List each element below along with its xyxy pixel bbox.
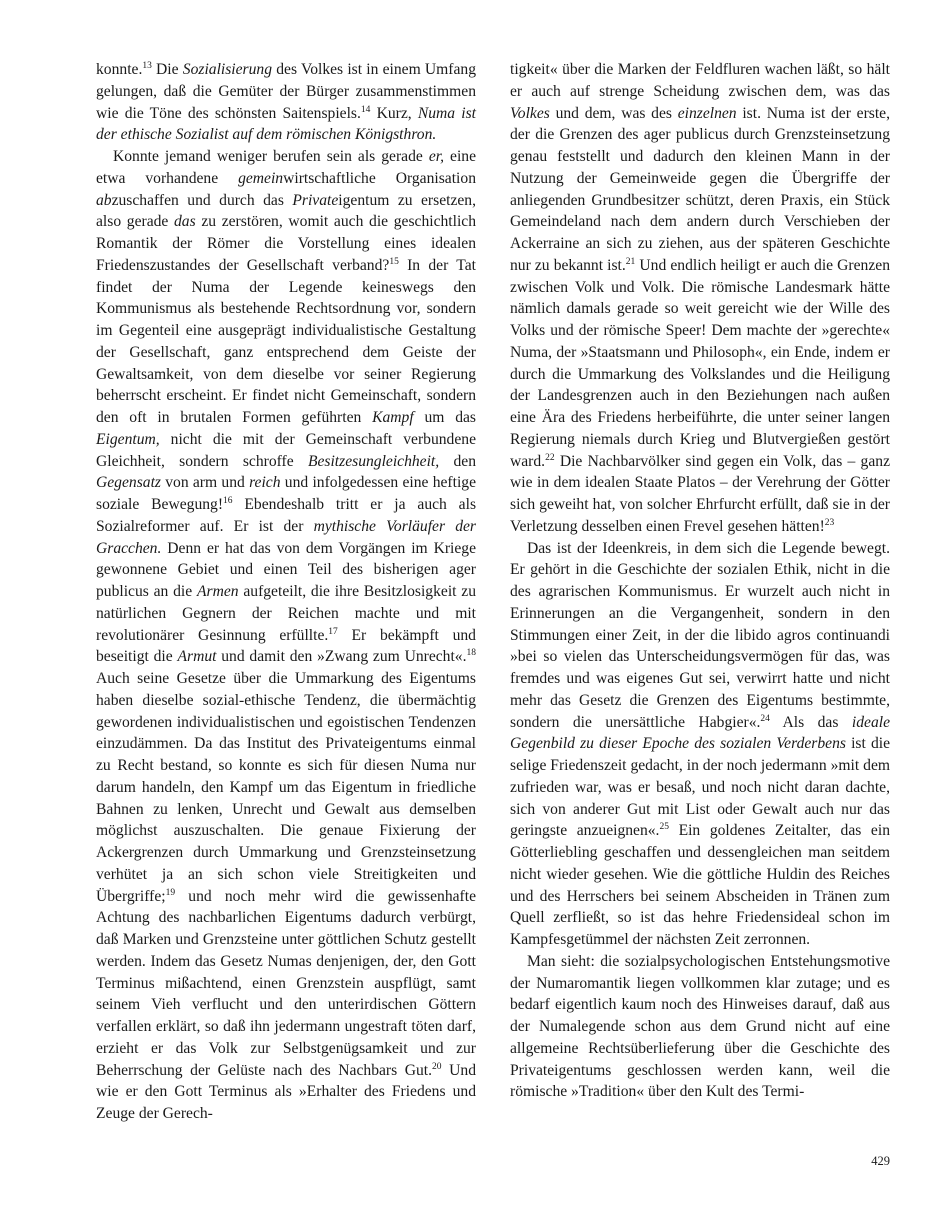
page-number: 429 <box>871 1154 890 1168</box>
body-text: den <box>439 452 476 470</box>
emphasis-text: Numa ist der ethische Sozialist auf dem römischen Königsthron. <box>96 104 477 144</box>
emphasis-text: ab <box>96 191 112 209</box>
footnote-marker: 18 <box>466 648 476 659</box>
footnote-marker: 13 <box>142 61 152 71</box>
right-column-paragraph <box>510 59 890 538</box>
emphasis-text: Armen <box>196 583 239 600</box>
body-text: und dem, was des <box>549 104 678 122</box>
emphasis-text: gemein <box>238 169 284 187</box>
footnote-marker: 25 <box>659 822 669 833</box>
footnote-marker: 14 <box>360 104 371 115</box>
body-text: eine etwa vorhandene <box>96 148 476 187</box>
body-text: zuschaffen und durch das <box>111 191 293 209</box>
body-text: Und endlich heiligt er auch die Grenzen zwischen Volk und Volk. Die römische Landesmark hätte nämlich damals gerade so weit gereicht wie der Wille des Volks und der römische Speer! Dem machte der »gerechte« Numa, der »Staatsmann und Philosoph«, ein Ende, indem er durch die Ummarkung des Volkslandes und die Heiligung der Landesgrenzen auch in den Beziehungen nach außen eine Ära des Friedens herbeiführte, die unter seiner langen Regierung niemals durch Krieg und Blutvergießen gestört ward. <box>510 256 890 470</box>
body-text: ist. Numa ist der erste, der die Grenzen des ager publicus durch Grenzsteinsetzung genau feststellt und dadurch den kleinen Mann in der Nutzung der Gemeinweide gegen die Übergriffe der anliegenden Grundbesitzer schützt, deren Praxis, ein Stück Gemeindeland nach dem andern durch Verschieben der Ackerraine an sich zu ziehen, aus der späteren Geschichte nur zu bekannt ist. <box>510 104 890 274</box>
body-text: Er bekämpft und beseitigt die <box>96 626 476 666</box>
body-text: In der Tat findet der Numa der Legende keineswegs den Kommunismus als bestehende Rechtsordnung vor, sondern im Gegenteil eine ausgeprägt individualistische Gestaltung der Gesellschaft, ganz entsprechend dem Geiste der Gewaltsamkeit, von dem dieselbe vor seiner Regierung beherrscht erscheint. Er findet nicht Gemeinschaft, sondern den oft in brutalen Formen geführten <box>96 256 476 426</box>
body-text: aufgeteilt, die ihre Besitzlosigkeit zu natürlichen Gegnern der Reichen machte und mit revolutionärer Gesinnung erfüllte. <box>96 583 476 644</box>
body-text: Und wie er den Gott Terminus als »Erhalter des Friedens und Zeuge der Gerech- <box>96 1061 476 1122</box>
body-text: und infolgedessen eine heftige soziale Bewegung! <box>96 474 476 513</box>
body-text: und damit den »Zwang zum Unrecht«. <box>216 648 467 666</box>
body-text: von arm und <box>160 474 250 492</box>
body-text: Man sieht: die sozialpsychologischen Entstehungsmotive der Numaromantik liegen vollkommen klar zutage; und es bedarf eigentlich kaum noch des Hinweises darauf, daß aus der Numalegende schon aus dem Grund nicht auf eine allgemeine Rechtsüberlieferung über die Geschichte des Privateigentums geschlossen werden kann, weil die römische »Tradition« über den Kult des Termi- <box>510 952 890 1101</box>
footnote-marker: 23 <box>824 517 835 528</box>
body-text: Auch seine Gesetze über die Ummarkung des Eigentums haben dieselbe sozial-ethische Tendenz, die übermächtig gewordenen individualistischen und egoistischen Tendenzen einzudämmen. Da das Institut des Privateigentums einmal zu Recht bestand, so konnte es sich für diesen Numa nur darum handeln, den Kampf um das Eigentum in friedliche Bahnen zu lenken, Unrecht und Gewalt aus demselben möglichst auszuschalten. Die genaue Fixierung der Ackergrenzen durch Ummarkung und Grenzsteinsetzung verhütet ja an sich schon viele Streitigkeiten und Übergriffe; <box>96 670 476 905</box>
emphasis-text: Sozialisierung <box>182 61 273 78</box>
body-text: des Volkes ist in einem Umfang gelungen, daß die Gemüter der Bürger zusammenstimmen wie die Töne des schönsten Saitenspiels. <box>96 61 477 122</box>
emphasis-text: ideale Gegenbild zu dieser Epoche des sozialen Verderbens <box>510 713 890 753</box>
body-text: Ein goldenes Zeitalter, das ein Götterliebling geschaffen und dessengleichen man seitdem nicht wieder gesehen. Wie die göttliche Huldin des Reiches und des Herrschers bei seinem Abscheiden in Tränen zum Quell zerfließt, so ist das hehre Friedensideal schon im Kampfesgetümmel der nächsten Zeit zerronnen. <box>510 822 890 948</box>
footnote-marker: 15 <box>389 256 399 267</box>
emphasis-text: Eigentum, <box>96 430 160 448</box>
right-column-paragraph <box>510 951 890 1103</box>
right-column <box>510 59 890 1103</box>
emphasis-text: reich <box>249 474 281 492</box>
body-text: ist die selige Friedenszeit gedacht, in der noch jedermann »mit dem zufrieden war, was er besaß, und noch nicht daran dachte, sich von anderer Gut mit List oder Gewalt auch nur das geringste anzueignen«. <box>510 735 890 840</box>
emphasis-text: Gegensatz <box>96 474 161 492</box>
emphasis-text: Volkes <box>510 104 550 122</box>
body-text: Die Nachbarvölker sind gegen ein Volk, das – ganz wie in dem idealen Staate Platos – der Verehrung der Götter sich geweiht hat, von solcher Ehrfurcht erfüllt, daß sie in der Verletzung desselben einen Frevel gesehen hätten! <box>510 452 890 535</box>
footnote-marker: 19 <box>165 887 176 898</box>
emphasis-text: das <box>174 213 196 231</box>
body-text: Kurz, <box>370 104 418 122</box>
emphasis-text: er, <box>428 148 444 165</box>
emphasis-text: Armut <box>177 648 217 666</box>
body-text: Ebendeshalb tritt er ja auch als Sozialreformer auf. Er ist der <box>96 496 477 535</box>
left-column-paragraph <box>96 146 476 1125</box>
body-text: zu zerstören, womit auch die geschichtlich Romantik der Römer die Vorstellung eines idealen Friedenszustandes der Gesellschaft verband? <box>96 213 477 274</box>
footnote-marker: 24 <box>760 713 770 724</box>
footnote-marker: 22 <box>545 452 555 463</box>
body-text: konnte. <box>96 61 143 78</box>
emphasis-text: einzelnen <box>677 104 737 122</box>
body-text: Denn er hat das von dem Vorgängen im Kriege gewonnene Gebiet und einen Teil des bisherigen ager publicus an die <box>96 539 476 600</box>
footnote-marker: 20 <box>432 1061 442 1072</box>
body-text: Als das <box>769 713 852 731</box>
body-text: Die <box>151 61 183 78</box>
body-text: igentum zu ersetzen, also gerade <box>96 191 476 231</box>
emphasis-text: Besitzesungleichheit, <box>307 452 440 470</box>
body-text: um das <box>413 409 476 426</box>
body-text: Konnte jemand weniger berufen sein als gerade <box>113 148 429 165</box>
emphasis-text: mythische Vorläufer der Gracchen. <box>96 517 476 557</box>
body-text: wirtschaftliche Organisation <box>283 169 476 187</box>
body-text: tigkeit« über die Marken der Feldfluren wachen läßt, so hält er auch auf strenge Scheidung zwischen dem, was das <box>510 61 890 100</box>
emphasis-text: Kampf <box>372 409 414 426</box>
footnote-marker: 21 <box>625 256 636 267</box>
footnote-marker: 17 <box>328 626 338 637</box>
left-column <box>96 59 476 1125</box>
right-column-paragraph <box>510 538 890 951</box>
body-text: Das ist der Ideenkreis, in dem sich die Legende bewegt. Er gehört in die Geschichte der sozialen Ethik, nicht in die des agrarischen Kommunismus. Er wurzelt auch nicht in Erinnerungen an die Vergangenheit, sondern in den Stimmungen einer Zeit, in der die libido agros continuandi »bei so vielen das Unterscheidungsvermögen für das, was fremdes und was eigenes Gut sei, verwirrt hatte und nicht mehr das Gesetz die Grenzen des Eigentums bestimmte, sondern die unersättliche Habgier«. <box>510 539 890 731</box>
body-text: nicht die mit der Gemeinschaft verbundene Gleichheit, sondern schroffe <box>96 430 476 470</box>
left-column-paragraph <box>96 59 476 146</box>
body-text: und noch mehr wird die gewissenhafte Achtung des nachbarlichen Eigentums dadurch verbürgt, daß Marken und Grenzsteine unter göttlichen Schutz gestellt werden. Indem das Gesetz Numas denjenigen, der, den Gott Terminus mißachtend, einen Grenzstein auspflügt, samt seinem Vieh verflucht und den unterirdischen Göttern verfallen erklärt, so daß ihn jedermann ungestraft töten darf, erzieht er das Volk zur Selbstgenügsamkeit und zur Beherrschung der Gelüste nach des Nachbars Gut. <box>96 887 476 1079</box>
footnote-marker: 16 <box>223 496 233 506</box>
emphasis-text: Private <box>292 191 339 209</box>
